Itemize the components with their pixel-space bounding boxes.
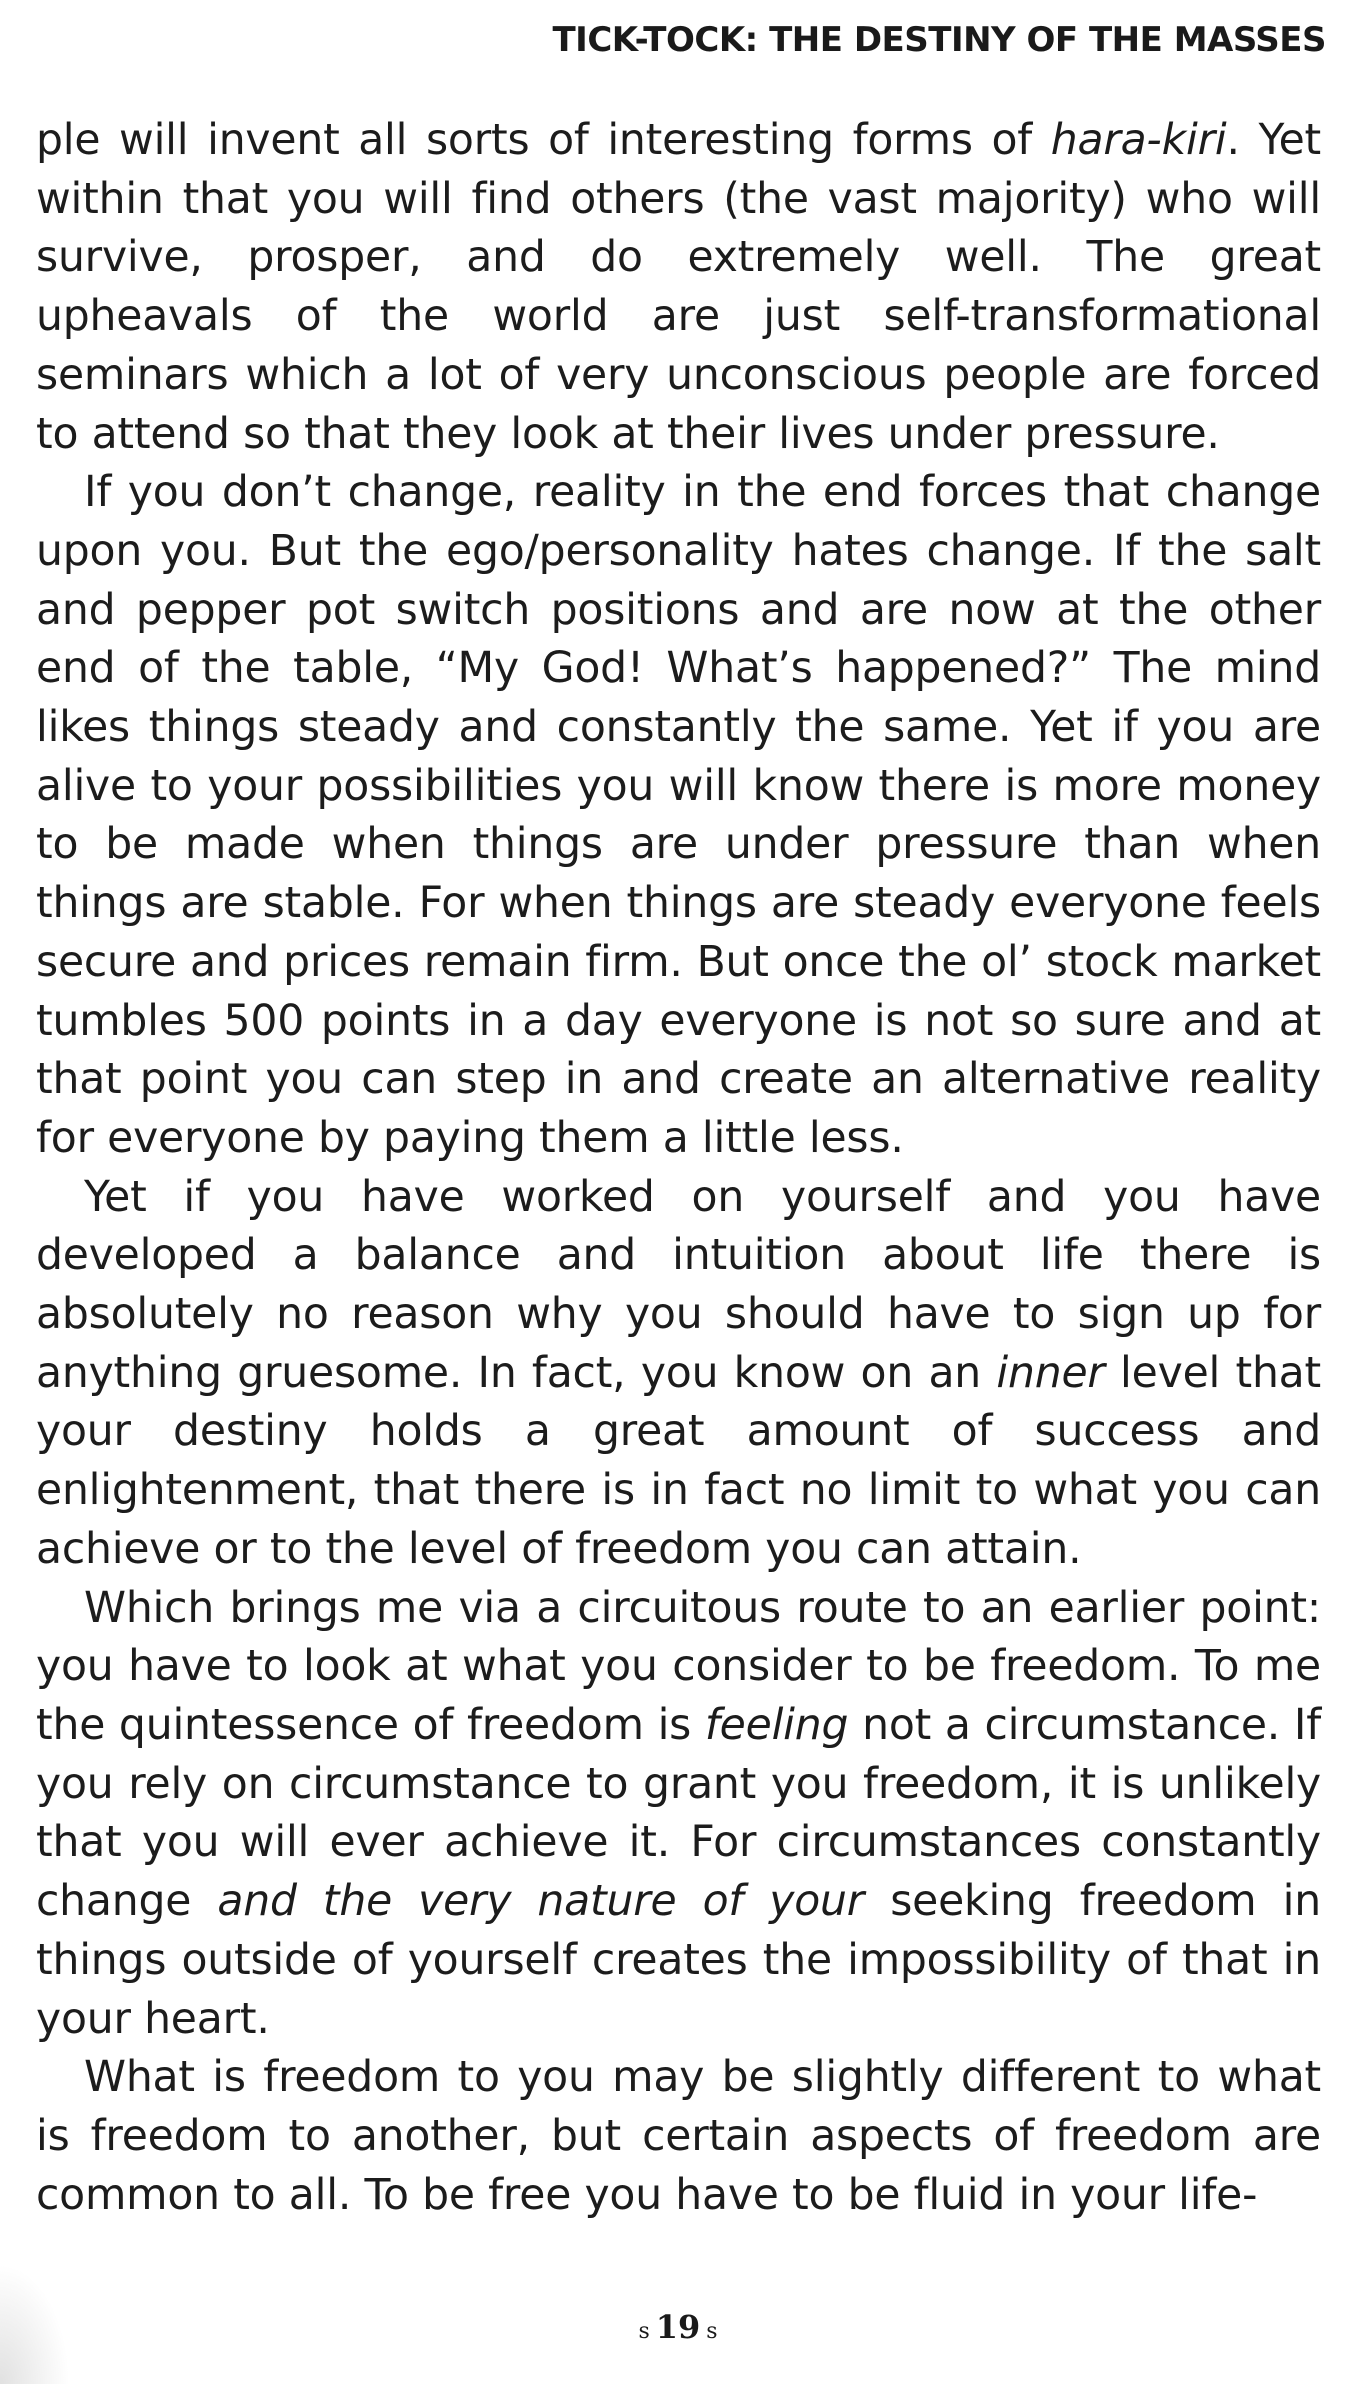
scan-smudge	[0, 2264, 70, 2384]
text-run: . Yet within that you will find others (the vast majority) who will survive, prosper, and do extremely well. The great upheavals of the world are just self-transformational seminars which a lot of very unconscious people are forced to attend so that they look at their lives under pressure.	[36, 116, 1321, 459]
running-header: TICK-TOCK: THE DESTINY OF THE MASSES	[552, 20, 1326, 60]
text-run: If you don’t change, reality in the end forces that change upon you. But the ego/personality hates change. If the salt and pepper pot switch positions and are now at the other end of the table, “My God! What’s happened?” The mind likes things steady and constantly the same. Yet if you are alive to your possibilities you will know there is more money to be made when things are under pressure than when things are stable. For when things are steady everyone feels secure and prices remain firm. But once the ol’ stock market tumbles 500 points in a day everyone is not so sure and at that point you can step in and create an alternative reality for everyone by paying them a little less.	[36, 468, 1321, 1163]
italic-text: feeling	[704, 1700, 849, 1750]
paragraph	[36, 112, 1321, 464]
text-run: Yet if you have worked on yourself and you have developed a balance and intuition about life there is absolutely no reason why you should have to sign up for anything gruesome. In fact, you know on an	[36, 1172, 1321, 1398]
page-number: 19	[655, 2308, 701, 2346]
text-run: level that your destiny holds a great amount of success and enlightenment, that there is in fact no limit to what you can achieve or to the level of freedom you can attain.	[36, 1348, 1321, 1574]
text-run: Which brings me via a circuitous route to an earlier point: you have to look at what you consider to be freedom. To me the quintessence of freedom is	[36, 1583, 1321, 1750]
page-folio	[0, 2308, 1356, 2346]
paragraph	[36, 2049, 1321, 2225]
paragraph	[36, 1169, 1321, 1580]
folio-ornament-right: s	[706, 2319, 718, 2344]
italic-text: hara-kiri	[1050, 116, 1227, 165]
text-run: seeking freedom in things outside of yourself creates the impossibility of that in your heart.	[36, 1877, 1321, 2044]
paragraph	[36, 464, 1321, 1168]
body-text	[36, 112, 1321, 2225]
paragraph	[36, 1580, 1321, 2050]
text-run: What is freedom to you may be slightly different to what is freedom to another, but certain aspects of freedom are common to all. To be free you have to be fluid in your life-	[36, 2053, 1321, 2220]
folio-ornament-left: s	[638, 2319, 650, 2344]
text-run: not a circumstance. If you rely on circumstance to grant you freedom, it is unlikely that you will ever achieve it. For circumstances constantly change	[36, 1700, 1321, 1927]
italic-text: inner	[996, 1348, 1105, 1398]
text-run: ple will invent all sorts of interesting forms of	[36, 116, 1051, 165]
italic-text: and the very nature of your	[217, 1877, 865, 1927]
